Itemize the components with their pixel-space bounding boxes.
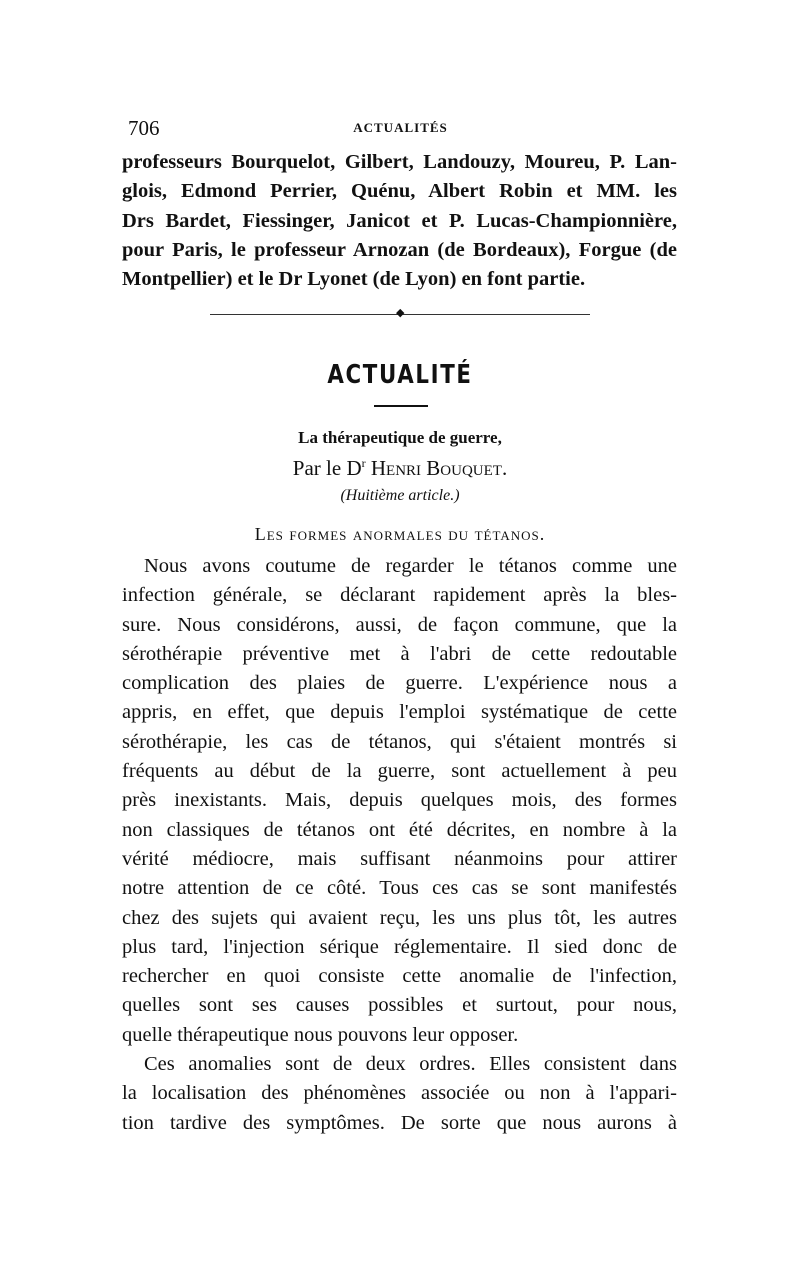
page-header bbox=[128, 116, 673, 140]
body-line: rechercher en quoi consiste cette anomalie de l'infection, bbox=[122, 965, 677, 988]
body-line: Ces anomalies sont de deux ordres. Elles consistent dans bbox=[144, 1053, 677, 1076]
body-line: sérothérapie préventive met à l'abri de cette redoutable bbox=[122, 642, 677, 665]
author-name: Henri Bouquet. bbox=[370, 456, 508, 480]
body-line: quelle thérapeutique nous pouvons leur opposer. bbox=[122, 1023, 519, 1046]
intro-line: Drs Bardet, Fiessinger, Janicot et P. Lucas-Championnière, bbox=[122, 209, 677, 232]
intro-line: professeurs Bourquelot, Gilbert, Landouzy, Moureu, P. Lan- bbox=[122, 151, 677, 173]
body-line: fréquents au début de la guerre, sont actuellement à peu bbox=[122, 760, 677, 783]
section-divider bbox=[210, 306, 590, 319]
body-line: infection générale, se déclarant rapidement après la bles- bbox=[122, 584, 677, 607]
body-line: tion tardive des symptômes. De sorte que nous aurons à bbox=[122, 1111, 677, 1134]
running-head: ACTUALITÉS bbox=[353, 120, 448, 135]
body-line: sure. Nous considérons, aussi, de façon commune, que la bbox=[122, 613, 677, 636]
body-line: sérothérapie, les cas de tétanos, qui s'étaient montrés si bbox=[122, 730, 677, 753]
intro-paragraph bbox=[122, 148, 677, 294]
body-line: près inexistants. Mais, depuis quelques mois, des formes bbox=[122, 789, 677, 812]
section-heading: ACTUALITÉ bbox=[327, 360, 473, 390]
article-title: La thérapeutique de guerre, bbox=[298, 428, 502, 447]
body-line: vérité médiocre, mais suffisant néanmoins pour attirer bbox=[122, 847, 677, 870]
author-line bbox=[0, 456, 800, 481]
intro-line: pour Paris, le professeur Arnozan (de Bordeaux), Forgue (de bbox=[122, 238, 677, 261]
body-line: notre attention de ce côté. Tous ces cas se sont manifestés bbox=[122, 877, 677, 900]
author-title-sup: r bbox=[361, 456, 366, 470]
page-number: 706 bbox=[128, 116, 160, 140]
body-line: complication des plaies de guerre. L'expérience nous a bbox=[122, 672, 677, 695]
author-prefix: Par le D bbox=[292, 456, 362, 480]
article-number: (Huitième article.) bbox=[340, 487, 460, 504]
body-text bbox=[122, 552, 677, 1138]
heading-rule bbox=[374, 405, 428, 407]
body-line: plus tard, l'injection sérique réglementaire. Il sied donc de bbox=[122, 935, 677, 958]
intro-line: Montpellier) et le Dr Lyonet (de Lyon) en font partie. bbox=[122, 268, 586, 291]
divider-ornament-icon: ◆ bbox=[396, 306, 405, 319]
body-line: la localisation des phénomènes associée ou non à l'appari- bbox=[122, 1082, 677, 1105]
intro-line: glois, Edmond Perrier, Quénu, Albert Robin et MM. les bbox=[122, 180, 677, 203]
body-line: Nous avons coutume de regarder le tétanos comme une bbox=[144, 555, 677, 577]
body-line: chez des sujets qui avaient reçu, les uns plus tôt, les autres bbox=[122, 906, 677, 929]
body-line: appris, en effet, que depuis l'emploi systématique de cette bbox=[122, 701, 677, 724]
body-line: quelles sont ses causes possibles et surtout, pour nous, bbox=[122, 994, 677, 1017]
subheading: Les formes anormales du tétanos. bbox=[254, 524, 546, 544]
body-line: non classiques de tétanos ont été décrites, en nombre à la bbox=[122, 818, 677, 841]
